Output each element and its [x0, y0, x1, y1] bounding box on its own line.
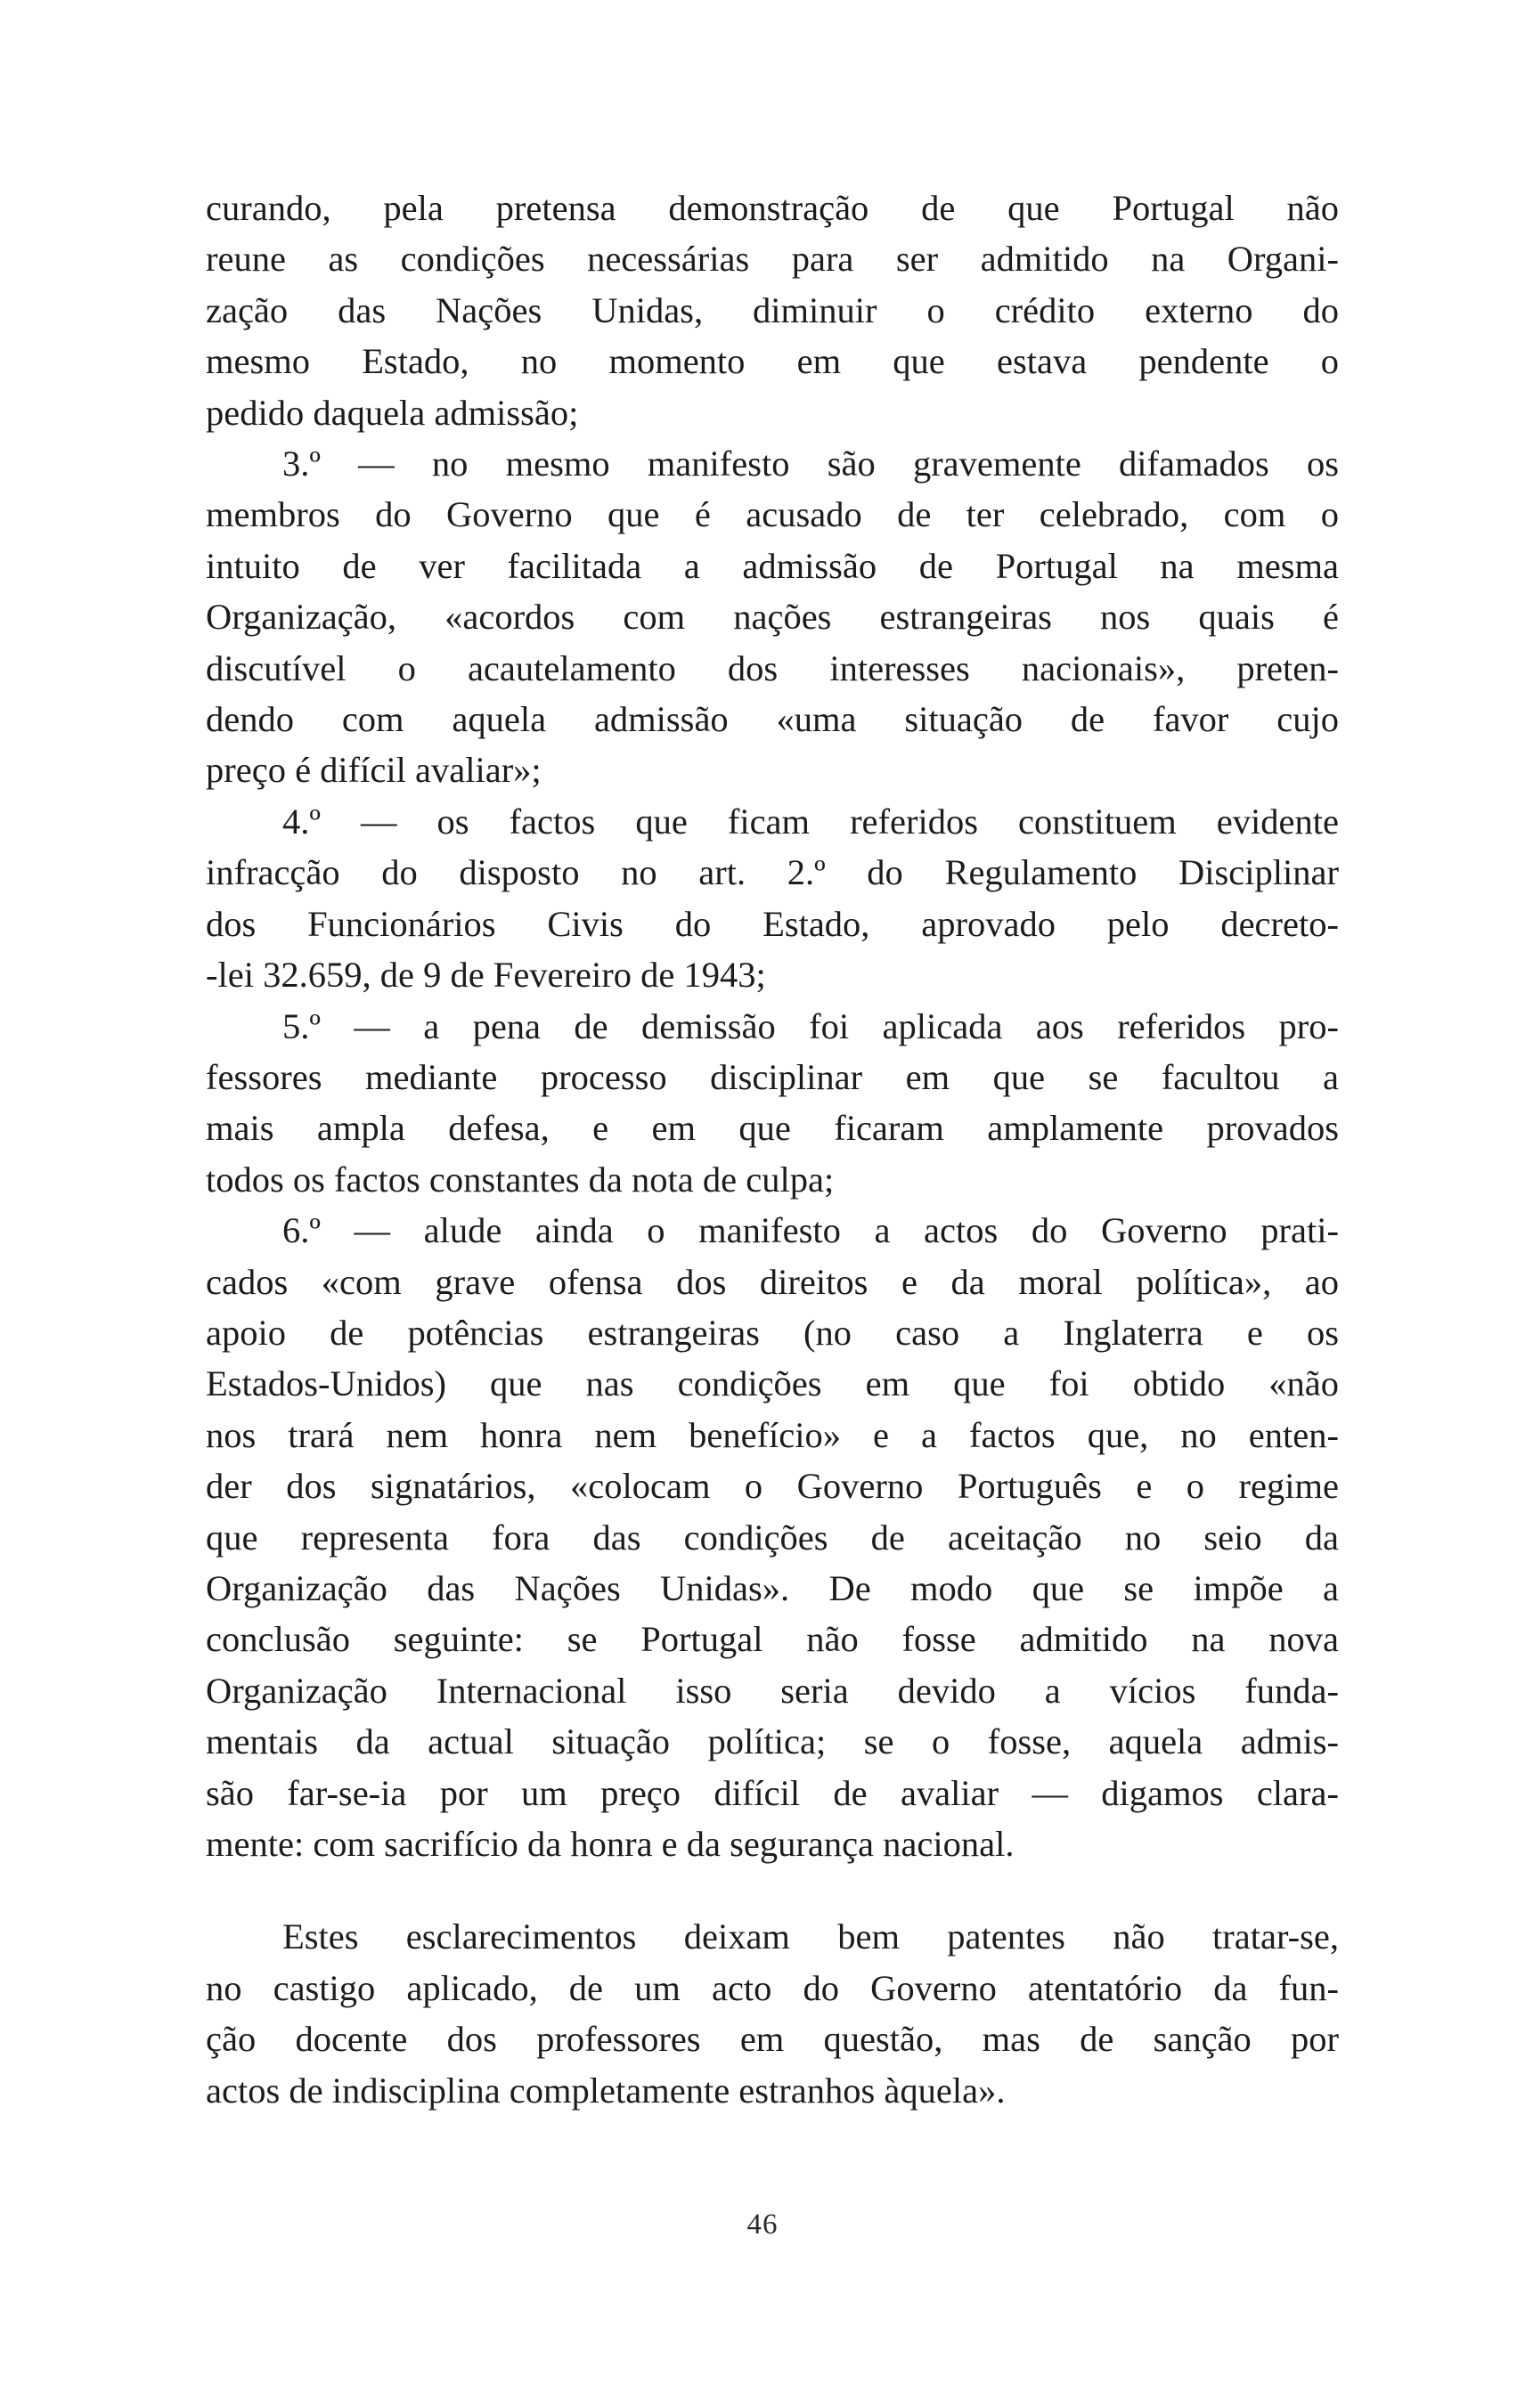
- paragraph-closing: [206, 1911, 1339, 2116]
- text-line: apoio de potências estrangeiras (no caso a Inglaterra e os: [206, 1312, 1339, 1353]
- text-line: actos de indisciplina completamente estranhos àquela».: [206, 2070, 1006, 2111]
- text-line: intuito de ver facilitada a admissão de Portugal na mesma: [206, 545, 1339, 586]
- text-line: 5.º — a pena de demissão foi aplicada aos referidos pro-: [282, 1005, 1339, 1046]
- paragraph-item-5: [206, 1001, 1339, 1206]
- text-line: todos os factos constantes da nota de culpa;: [206, 1159, 835, 1200]
- text-line: nos trará nem honra nem benefício» e a factos que, no enten-: [206, 1414, 1339, 1455]
- page-body: [206, 183, 1339, 2116]
- paragraph-item-4: [206, 796, 1339, 1001]
- text-line: ção docente dos professores em questão, mas de sanção por: [206, 2019, 1339, 2060]
- text-line: fessores mediante processo disciplinar em que se facultou a: [206, 1056, 1339, 1097]
- text-line: Organização, «acordos com nações estrangeiras nos quais é: [206, 597, 1339, 638]
- text-line: preço é difícil avaliar»;: [206, 750, 542, 791]
- text-line: dos Funcionários Civis do Estado, aprovado pelo decreto-: [206, 903, 1339, 944]
- text-line: reune as condições necessárias para ser admitido na Organi-: [206, 239, 1339, 280]
- text-line: infracção do disposto no art. 2.º do Regulamento Disciplinar: [206, 852, 1339, 893]
- text-line: 4.º — os factos que ficam referidos constituem evidente: [282, 801, 1339, 842]
- paragraph-item-3: [206, 438, 1339, 796]
- text-line: Organização das Nações Unidas». De modo que se impõe a: [206, 1567, 1339, 1608]
- text-line: Estados-Unidos) que nas condições em que foi obtido «não: [206, 1363, 1339, 1404]
- text-line: Organização Internacional isso seria devido a vícios funda-: [206, 1670, 1339, 1711]
- text-line: -lei 32.659, de 9 de Fevereiro de 1943;: [206, 955, 766, 996]
- text-line: curando, pela pretensa demonstração de que Portugal não: [206, 188, 1339, 228]
- text-line: Estes esclarecimentos deixam bem patentes não tratar-se,: [282, 1916, 1339, 1957]
- text-line: discutível o acautelamento dos interesses nacionais», preten-: [206, 647, 1339, 688]
- page-number: 46: [746, 2209, 779, 2241]
- text-line: membros do Governo que é acusado de ter celebrado, com o: [206, 494, 1339, 535]
- text-line: pedido daquela admissão;: [206, 392, 579, 433]
- text-line: 6.º — alude ainda o manifesto a actos do Governo prati-: [282, 1210, 1339, 1251]
- text-line: conclusão seguinte: se Portugal não fosse admitido na nova: [206, 1619, 1339, 1660]
- text-line: dendo com aquela admissão «uma situação de favor cujo: [206, 699, 1339, 740]
- text-line: que representa fora das condições de aceitação no seio da: [206, 1517, 1339, 1558]
- text-line: 3.º — no mesmo manifesto são gravemente difamados os: [282, 443, 1339, 484]
- paragraph-item-6: [206, 1205, 1339, 1869]
- text-line: mesmo Estado, no momento em que estava pendente o: [206, 341, 1339, 382]
- paragraph-spacer: [206, 1869, 1339, 1911]
- text-line: mentais da actual situação política; se o fosse, aquela admis-: [206, 1721, 1339, 1762]
- paragraph-continuation: [206, 183, 1339, 438]
- text-line: der dos signatários, «colocam o Governo Português e o regime: [206, 1466, 1339, 1507]
- text-line: cados «com grave ofensa dos direitos e da moral política», ao: [206, 1261, 1339, 1302]
- text-line: são far-se-ia por um preço difícil de avaliar — digamos clara-: [206, 1772, 1339, 1813]
- text-line: mente: com sacrifício da honra e da segurança nacional.: [206, 1824, 1015, 1864]
- text-line: mais ampla defesa, e em que ficaram amplamente provados: [206, 1108, 1339, 1149]
- text-line: zação das Nações Unidas, diminuir o crédito externo do: [206, 289, 1339, 330]
- text-line: no castigo aplicado, de um acto do Governo atentatório da fun-: [206, 1967, 1339, 2008]
